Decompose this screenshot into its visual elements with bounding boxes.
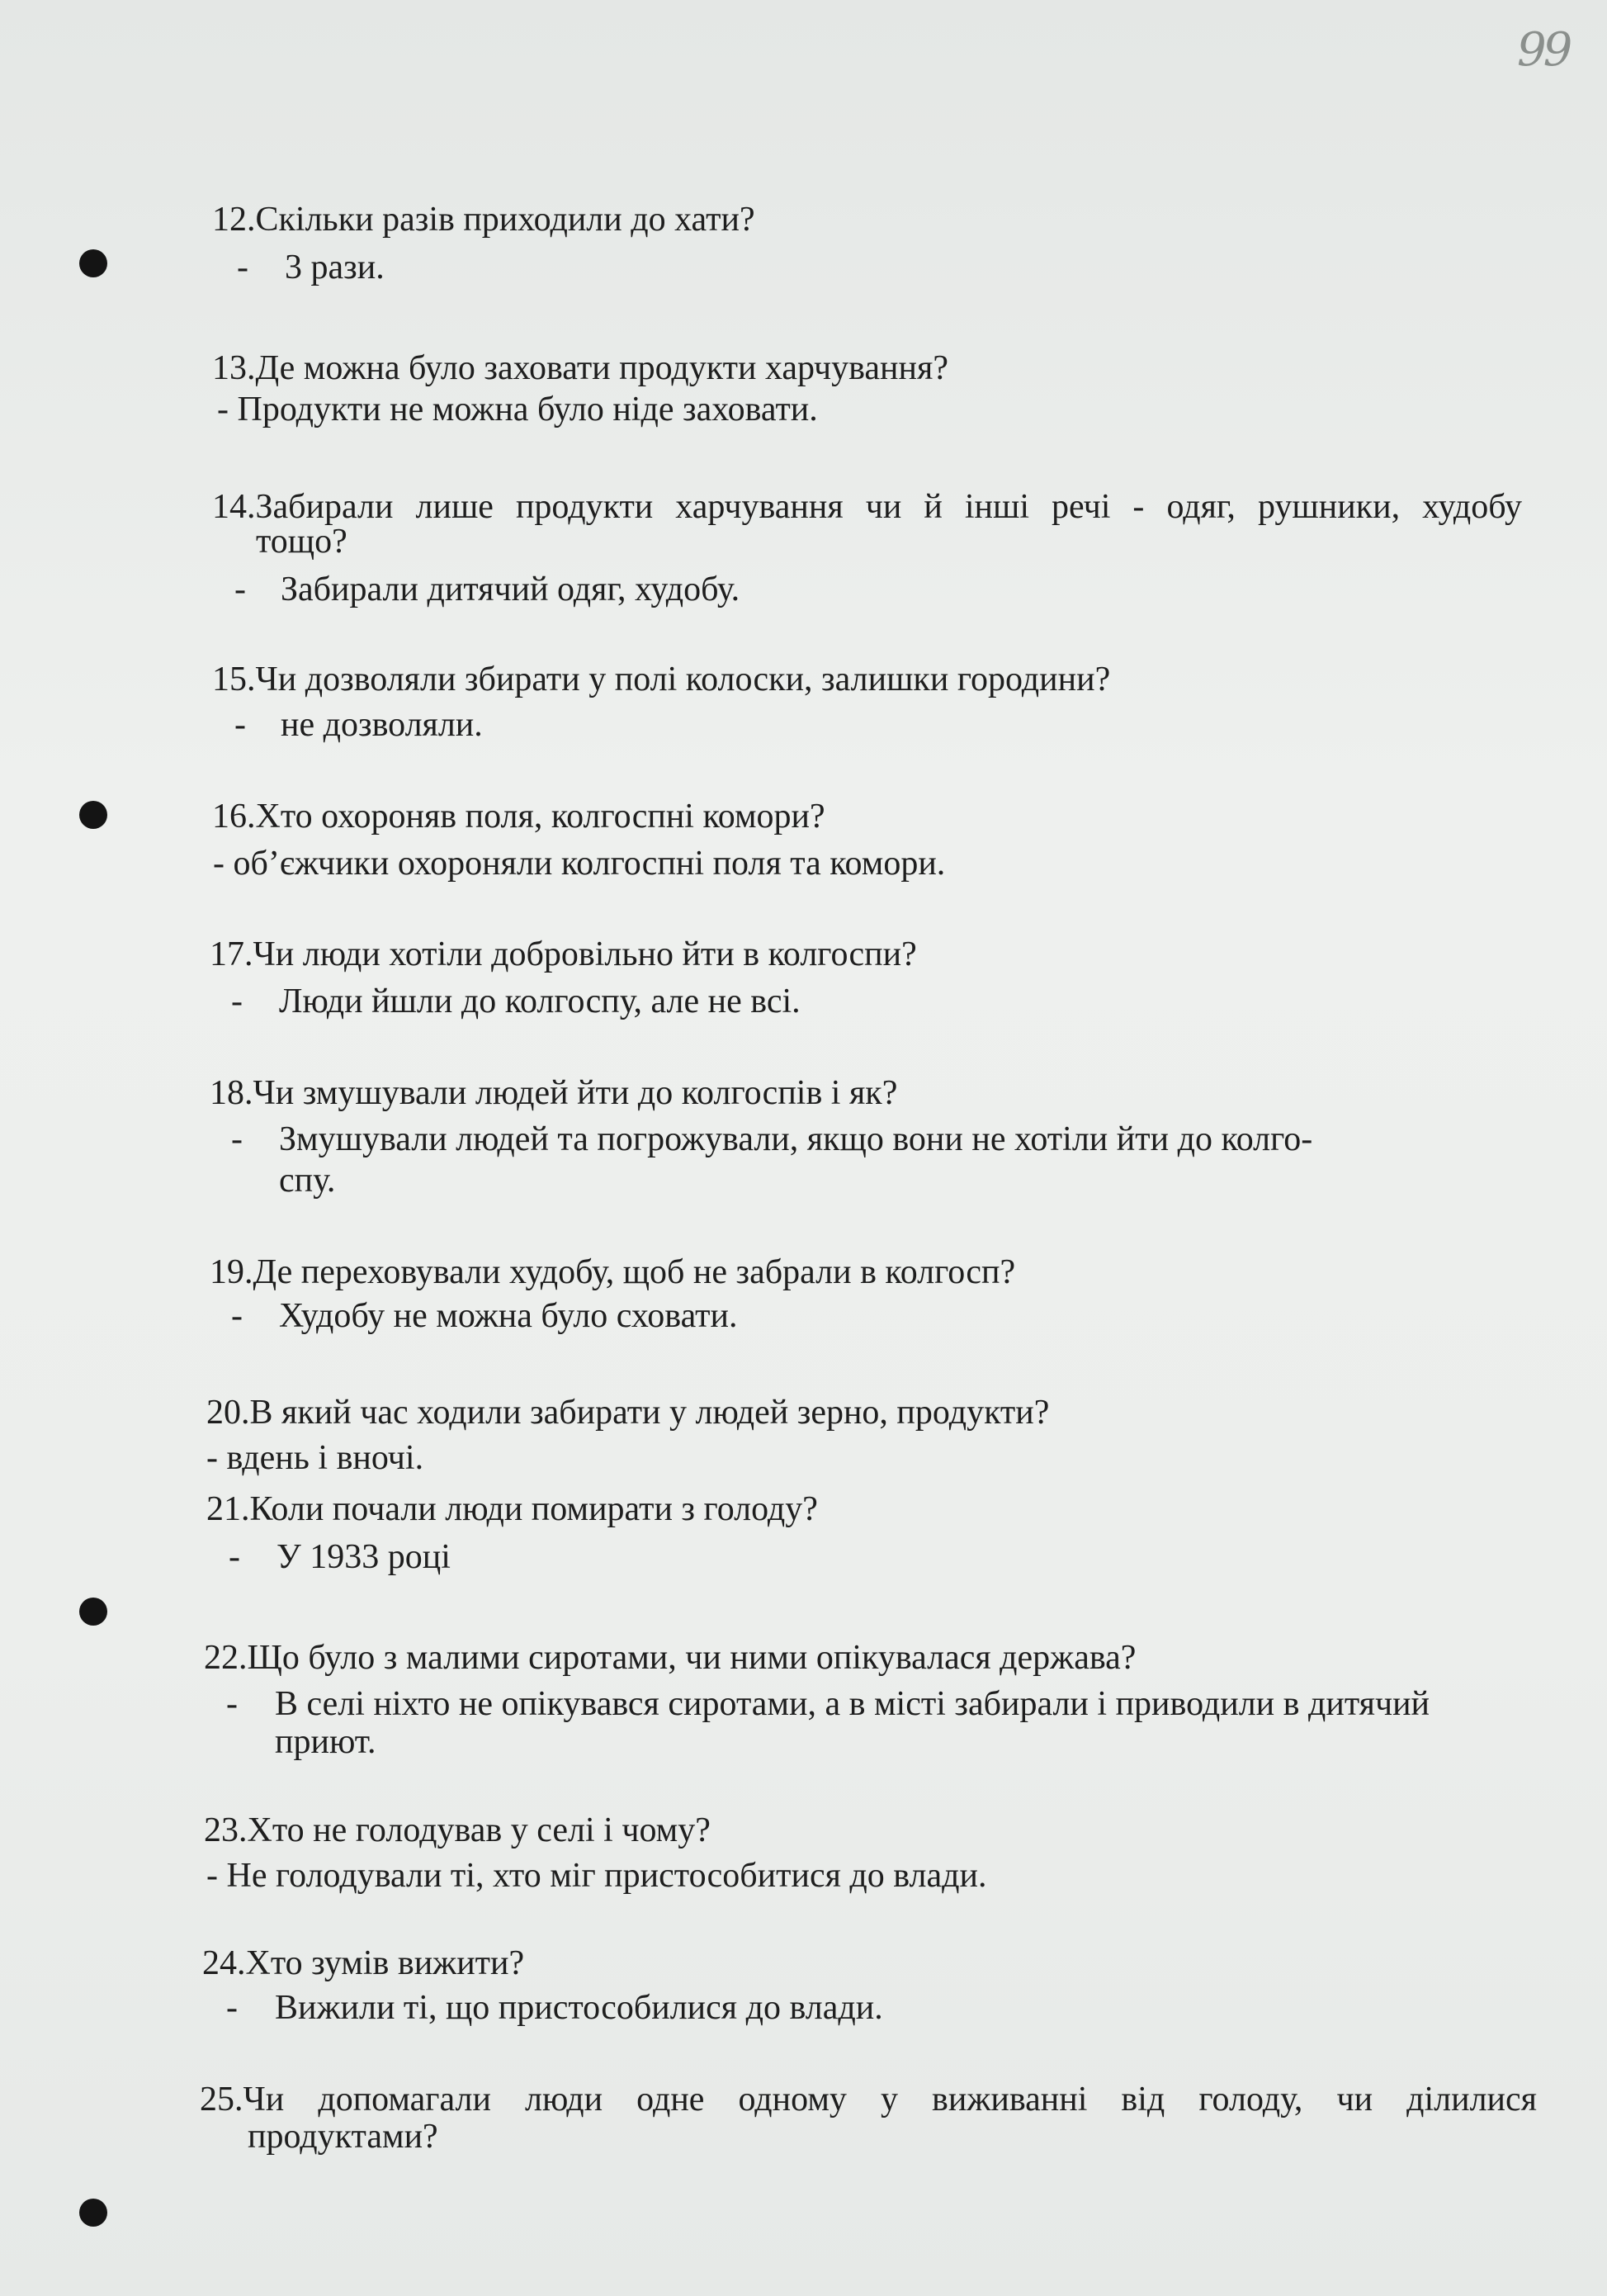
- question-24: 24.Хто зумів вижити?: [202, 1944, 525, 1982]
- answer-dash: -: [231, 1120, 243, 1158]
- question-22: 22.Що було з малими сиротами, чи ними опікувалася держава?: [204, 1639, 1137, 1677]
- question-13: 13.Де можна було заховати продукти харчування?: [212, 349, 948, 387]
- page-number: 99: [1517, 23, 1570, 77]
- question-23: 23.Хто не голодував у селі і чому?: [204, 1811, 711, 1849]
- question-16: 16.Хто охороняв поля, колгоспні комори?: [212, 798, 825, 836]
- answer-15: не дозволяли.: [281, 706, 483, 744]
- answer-22: В селі ніхто не опікувався сиротами, а в місті забирали і приводили в дитячий: [275, 1685, 1430, 1723]
- answer-dash: -: [231, 982, 243, 1020]
- answer-23: - Не голодували ті, хто міг пристособитися до влади.: [206, 1857, 987, 1895]
- answer-dash: -: [229, 1538, 240, 1576]
- answer-22-continuation: приют.: [275, 1723, 376, 1761]
- answer-17: Люди йшли до колгоспу, але не всі.: [279, 982, 801, 1020]
- question-17: 17.Чи люди хотіли добровільно йти в колгоспи?: [210, 935, 917, 973]
- answer-dash: -: [237, 249, 248, 286]
- answer-14: Забирали дитячий одяг, худобу.: [281, 570, 740, 608]
- punch-hole: [79, 249, 107, 277]
- answer-12: 3 рази.: [285, 249, 385, 286]
- answer-18: Змушували людей та погрожували, якщо вони не хотіли йти до колго-: [279, 1120, 1313, 1158]
- answer-20: - вдень і вночі.: [206, 1439, 424, 1477]
- question-12: 12.Скільки разів приходили до хати?: [212, 201, 755, 239]
- question-14: 14.Забирали лише продукти харчування чи й інші речі - одяг, рушники, худобу: [212, 488, 1522, 526]
- answer-dash: -: [226, 1989, 238, 2027]
- question-20: 20.В який час ходили забирати у людей зерно, продукти?: [206, 1394, 1050, 1432]
- answer-19: Худобу не можна було сховати.: [279, 1297, 738, 1335]
- answer-dash: -: [234, 706, 246, 744]
- question-18: 18.Чи змушували людей йти до колгоспів і як?: [210, 1074, 898, 1112]
- answer-dash: -: [234, 570, 246, 608]
- question-15: 15.Чи дозволяли збирати у полі колоски, залишки городини?: [212, 660, 1111, 698]
- answer-13: - Продукти не можна було ніде заховати.: [217, 391, 818, 428]
- punch-hole: [79, 1598, 107, 1626]
- question-25-continuation: продуктами?: [248, 2118, 438, 2156]
- question-21: 21.Коли почали люди помирати з голоду?: [206, 1490, 818, 1528]
- punch-hole: [79, 2199, 107, 2227]
- question-25: 25.Чи допомагали люди одне одному у виживанні від голоду, чи ділилися: [200, 2081, 1537, 2118]
- punch-hole: [79, 801, 107, 829]
- question-14-continuation: тощо?: [256, 523, 347, 561]
- answer-21: У 1933 році: [276, 1538, 451, 1576]
- answer-dash: -: [226, 1685, 238, 1723]
- answer-16: - об’єжчики охороняли колгоспні поля та комори.: [213, 845, 946, 883]
- answer-18-continuation: спу.: [279, 1162, 336, 1200]
- question-19: 19.Де переховували худобу, щоб не забрали в колгосп?: [210, 1253, 1016, 1291]
- answer-dash: -: [231, 1297, 243, 1335]
- answer-24: Вижили ті, що пристособилися до влади.: [275, 1989, 883, 2027]
